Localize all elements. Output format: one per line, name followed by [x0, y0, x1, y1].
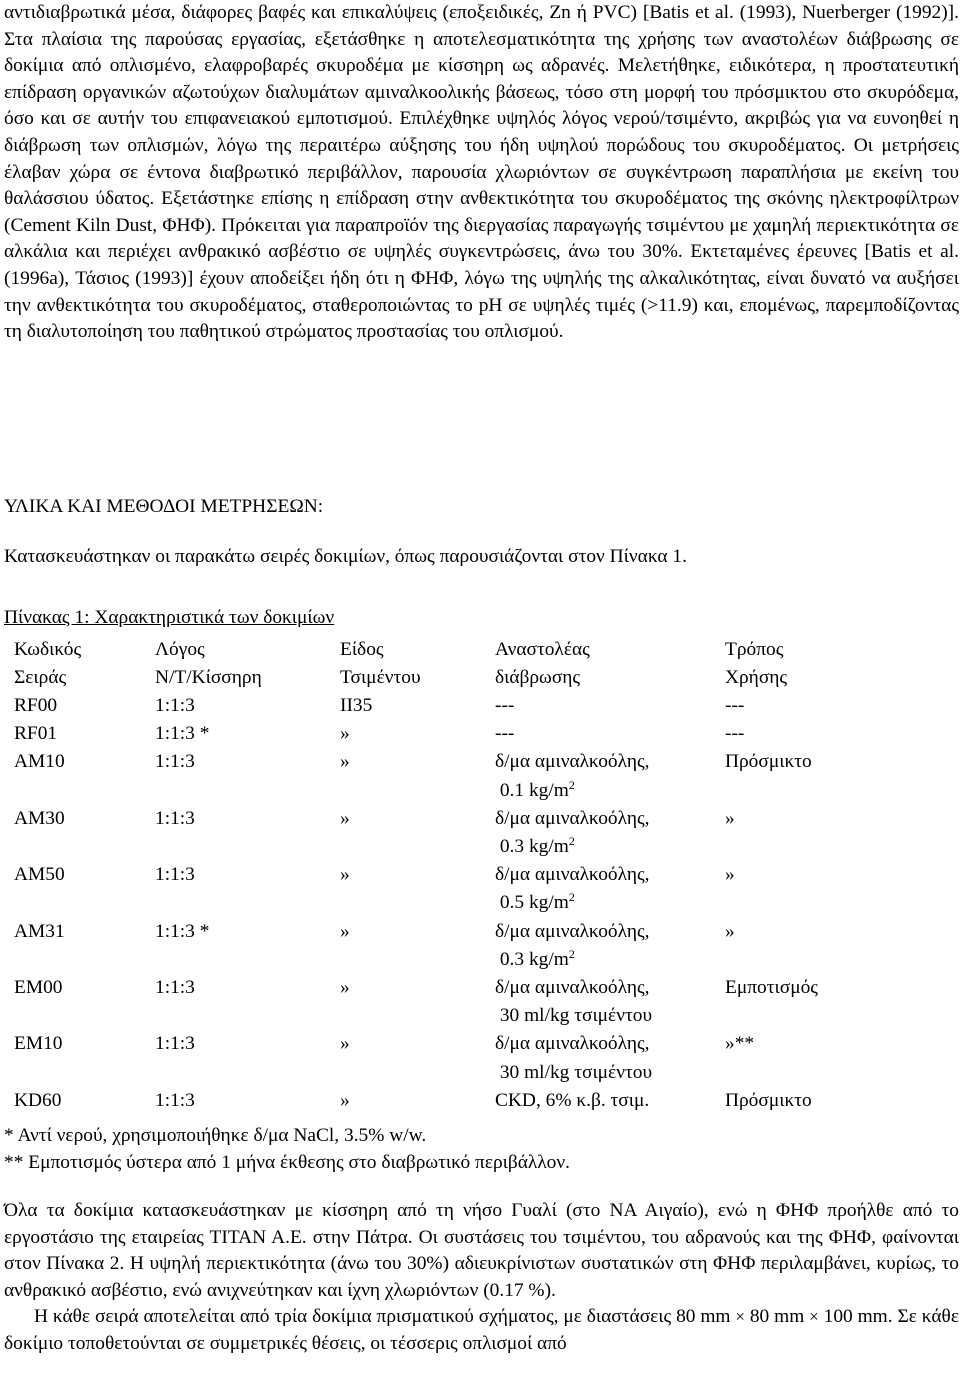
- cell-use: »**: [725, 1033, 755, 1055]
- table-caption: Πίνακας 1: Χαρακτηριστικά των δοκιμίων: [4, 607, 335, 628]
- cell-use: Πρόσμικτο: [725, 751, 812, 773]
- cell-code: RF01: [14, 723, 58, 745]
- header-inhibitor: Αναστολέας διάβρωσης: [495, 639, 590, 688]
- body-bottom: [4, 1198, 959, 1358]
- table-row: [14, 748, 875, 804]
- cell-cement: »: [340, 1089, 350, 1111]
- table-note: * Αντί νερού, χρησιμοποιήθηκε δ/μα NaCl, 3.5% w/w.: [4, 1125, 427, 1146]
- cell-use: ---: [725, 723, 745, 745]
- cell-ratio: 1:1:3: [155, 1089, 195, 1111]
- cell-code: AM31: [14, 920, 65, 942]
- cell-inhibitor: δ/μα αμιναλκοόλης, 0.1 $kg/m^2$: [495, 751, 650, 801]
- table-row: [14, 1087, 875, 1115]
- cell-cement: »: [340, 1033, 350, 1055]
- table-row: [14, 861, 875, 917]
- header-ratio: Λόγος Ν/Τ/Κίσσηρη: [155, 639, 262, 688]
- cell-inhibitor: CKD, 6% κ.β. τσιμ.: [495, 1089, 650, 1111]
- cell-cement: »: [340, 723, 350, 745]
- cell-inhibitor: δ/μα αμιναλκοόλης, 0.5 $kg/m^2$: [495, 864, 650, 914]
- cell-inhibitor: δ/μα αμιναλκοόλης, 0.3 $kg/m^2$: [495, 807, 650, 858]
- table-row: [14, 1030, 875, 1086]
- cell-code: EM10: [14, 1033, 63, 1055]
- cell-inhibitor: ---: [495, 723, 515, 745]
- cell-ratio: 1:1:3: [155, 695, 195, 716]
- cell-code: AM30: [14, 807, 65, 829]
- header-cement: Είδος Τσιμέντου: [340, 639, 421, 688]
- cell-use: »: [725, 920, 735, 942]
- cell-inhibitor: δ/μα αμιναλκοόλης, 30 ml/kg τσιμέντου: [495, 1033, 653, 1083]
- section-heading: ΥΛΙΚΑ ΚΑΙ ΜΕΘΟΔΟΙ ΜΕΤΡΗΣΕΩΝ:: [4, 496, 324, 517]
- cell-use: Εμποτισμός: [725, 977, 818, 999]
- cell-ratio: 1:1:3 *: [155, 920, 210, 942]
- cell-cement: »: [340, 977, 350, 999]
- cell-code: RF00: [14, 695, 58, 716]
- cell-ratio: 1:1:3: [155, 977, 195, 999]
- cell-code: AM50: [14, 864, 65, 886]
- cell-ratio: 1:1:3: [155, 751, 195, 773]
- cell-use: »: [725, 864, 735, 886]
- body-paragraph-3: Η κάθε σειρά αποτελείται από τρία δοκίμια πρισματικού σχήματος, με διαστάσεις 80 mm × 80 mm × 100 mm. Σε κάθε δοκίμιο τοποθετούνται σε συμμετρικές θέσεις, οι τέσσερις οπλισμοί από: [4, 1306, 959, 1354]
- table-row: [14, 720, 875, 748]
- table-header-row: [14, 636, 875, 692]
- cell-ratio: 1:1:3: [155, 1033, 195, 1055]
- table-note: ** Εμποτισμός ύστερα από 1 μήνα έκθεσης στο διαβρωτικό περιβάλλον.: [4, 1152, 570, 1173]
- intro-line: Κατασκευάστηκαν οι παρακάτω σειρές δοκιμίων, όπως παρουσιάζονται στον Πίνακα 1.: [4, 546, 687, 567]
- table-row: [14, 805, 875, 861]
- times-symbol: ×: [809, 1307, 819, 1327]
- table-notes: [4, 1122, 959, 1176]
- cell-ratio: 1:1:3: [155, 807, 195, 829]
- cell-code: AM10: [14, 751, 65, 773]
- times-symbol: ×: [735, 1307, 745, 1327]
- cell-code: EM00: [14, 977, 63, 999]
- cell-cement: »: [340, 751, 350, 773]
- cell-ratio: 1:1:3 *: [155, 723, 210, 745]
- cell-ratio: 1:1:3: [155, 864, 195, 886]
- table-row: [14, 692, 875, 720]
- cell-use: ---: [725, 695, 745, 716]
- cell-use: Πρόσμικτο: [725, 1089, 812, 1111]
- cell-cement: »: [340, 864, 350, 886]
- cell-use: »: [725, 807, 735, 829]
- cell-inhibitor: δ/μα αμιναλκοόλης, 0.3 $kg/m^2$: [495, 920, 650, 970]
- cell-cement: »: [340, 807, 350, 829]
- table-row: [14, 918, 875, 974]
- cell-cement: »: [340, 920, 350, 942]
- body-paragraph-2: Όλα τα δοκίμια κατασκευάστηκαν με κίσσηρη από τη νήσο Γυαλί (στο ΝΑ Αιγαίο), ενώ η ΦΗΦ προήλθε από το εργοστάσιο της εταιρείας ΤΙΤΑΝ Α.Ε. στην Πάτρα. Οι συστάσεις του τσιμέντου, του αδρανούς και της ΦΗΦ, φαίνονται στον Πίνακα 2. Η υψηλή περιεκτικότητα (άνω του 30%) αδιευκρίνιστων συστατικών στη ΦΗΦ περιλαμβάνει, κυρίως, το ανθρακικό ασβέστιο, ενώ ανιχνεύτηκαν και ίχνη χλωριόντων (0.17 %).: [4, 1200, 959, 1301]
- header-code: Κωδικός Σειράς: [14, 639, 82, 688]
- cell-inhibitor: δ/μα αμιναλκοόλης, 30 ml/kg τσιμέντου: [495, 977, 653, 1027]
- header-use: Τρόπος Χρήσης: [725, 639, 788, 688]
- cell-cement: II35: [340, 695, 373, 716]
- cell-code: KD60: [14, 1089, 62, 1111]
- body-paragraph-1: αντιδιαβρωτικά μέσα, διάφορες βαφές και επικαλύψεις (εποξειδικές, Zn ή PVC) [Batis et al. (1993), Nuerberger (1992)]. Στα πλαίσια της παρούσας εργασίας, εξετάσθηκε η αποτελεσματικότητα της χρήσης των αναστολέων διάβρωσης σε δοκίμια από οπλισμένο, ελαφροβαρές σκυροδέμα με κίσσηρη ως αδρανές. Μελετήθηκε, ειδικότερα, η προστατευτική επίδραση οργανικών αζωτούχων διαλυμάτων αμιναλκοολικής βάσεως, τόσο στη μορφή του πρόσμικτου στο σκυρόδεμα, όσο και σε αυτήν του επιφανειακού εμποτισμού. Επιλέχθηκε υψηλός λόγος νερού/τσιμέντο, ακριβώς για να ευνοηθεί η διάβρωση των οπλισμών, λόγω της περαιτέρω αύξησης του ήδη υψηλού πορώδους του σκυροδέματος. Οι μετρήσεις έλαβαν χώρα σε έντονα διαβρωτικό περιβάλλον, παρουσία χλωριόντων σε συγκέντρωση παραπλήσια με εκείνη του θαλάσσιου ύδατος. Εξετάστηκε επίσης η επίδραση στην ανθεκτικότητα του σκυροδέματος της σκόνης ηλεκτροφίλτρων (Cement Kiln Dust, ΦΗΦ). Πρόκειται για παραπροϊόν της διεργασίας παραγωγής τσιμέντου με χαμηλή περιεκτικότητα σε αλκάλια και περιέχει ανθρακικό ασβέστιο σε υψηλές συγκεντρώσεις, άνω του 30%. Εκτεταμένες έρευνες [Batis et al. (1996a), Τάσιος (1993)] έχουν αποδείξει ήδη ότι η ΦΗΦ, λόγω της υψηλής της αλκαλικότητας, είναι δυνατό να αυξήσει την ανθεκτικότητα του σκυροδέματος, σταθεροποιώντας το pH σε υψηλές τιμές (>11.9) και, επομένως, παρεμποδίζοντας τη διαλυτοποίηση του παθητικού στρώματος προστασίας του οπλισμού.: [4, 2, 959, 343]
- table-row: [14, 974, 875, 1030]
- cell-inhibitor: ---: [495, 695, 515, 716]
- specimen-table: [14, 636, 875, 1115]
